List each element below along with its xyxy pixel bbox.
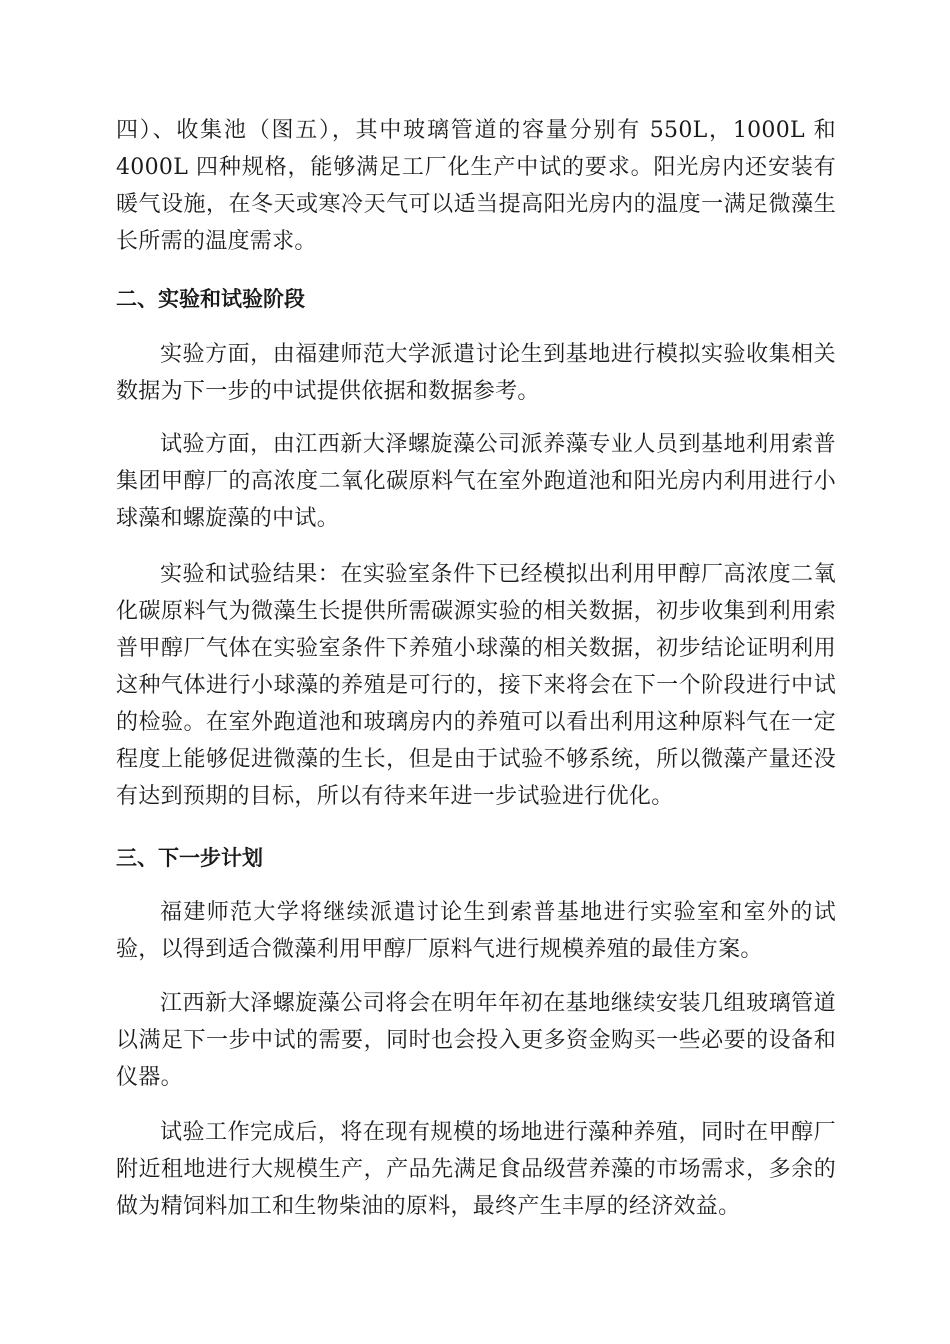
paragraph-pilot-test: 试验方面，由江西新大泽螺旋藻公司派养藻专业人员到基地利用索普集团甲醇厂的高浓度二氧化碳原料气在室外跑道池和阳光房内利用进行小球藻和螺旋藻的中试。 (116, 432, 836, 531)
intro-paragraph: 四）、收集池（图五），其中玻璃管道的容量分别有 550L，1000L 和 4000L 四种规格，能够满足工厂化生产中试的要求。阳光房内还安装有暖气设施，在冬天或寒冷天气可以适当提高阳光房内的温度一满足微藻生长所需的温度需求。 (116, 118, 836, 254)
paragraph-plan-production: 试验工作完成后，将在现有规模的场地进行藻种养殖，同时在甲醇厂附近租地进行大规模生产，产品先满足食品级营养藻的市场需求，多余的做为精饲料加工和生物柴油的原料，最终产生丰厚的经济效益。 (116, 1120, 836, 1219)
paragraph-lab-experiment: 实验方面，由福建师范大学派遣讨论生到基地进行模拟实验收集相关数据为下一步的中试提供依据和数据参考。 (116, 342, 836, 404)
paragraph-plan-fujian: 福建师范大学将继续派遣讨论生到索普基地进行实验室和室外的试验，以得到适合微藻利用甲醇厂原料气进行规模养殖的最佳方案。 (116, 900, 836, 962)
section-heading-experiment: 二、实验和试验阶段 (116, 287, 305, 311)
paragraph-plan-jiangxi: 江西新大泽螺旋藻公司将会在明年年初在基地继续安装几组玻璃管道以满足下一步中试的需要，同时也会投入更多资金购买一些必要的设备和仪器。 (116, 991, 836, 1090)
paragraph-results: 实验和试验结果：在实验室条件下已经模拟出利用甲醇厂高浓度二氧化碳原料气为微藻生长提供所需碳源实验的相关数据，初步收集到利用索普甲醇厂气体在实验室条件下养殖小球藻的相关数据，初步结论证明利用这种气体进行小球藻的养殖是可行的，接下来将会在下一个阶段进行中试的检验。在室外跑道池和玻璃房内的养殖可以看出利用这种原料气在一定程度上能够促进微藻的生长，但是由于试验不够系统，所以微藻产量还没有达到预期的目标，所以有待来年进一步试验进行优化。 (116, 562, 836, 809)
section-heading-next-plan: 三、下一步计划 (116, 846, 263, 870)
